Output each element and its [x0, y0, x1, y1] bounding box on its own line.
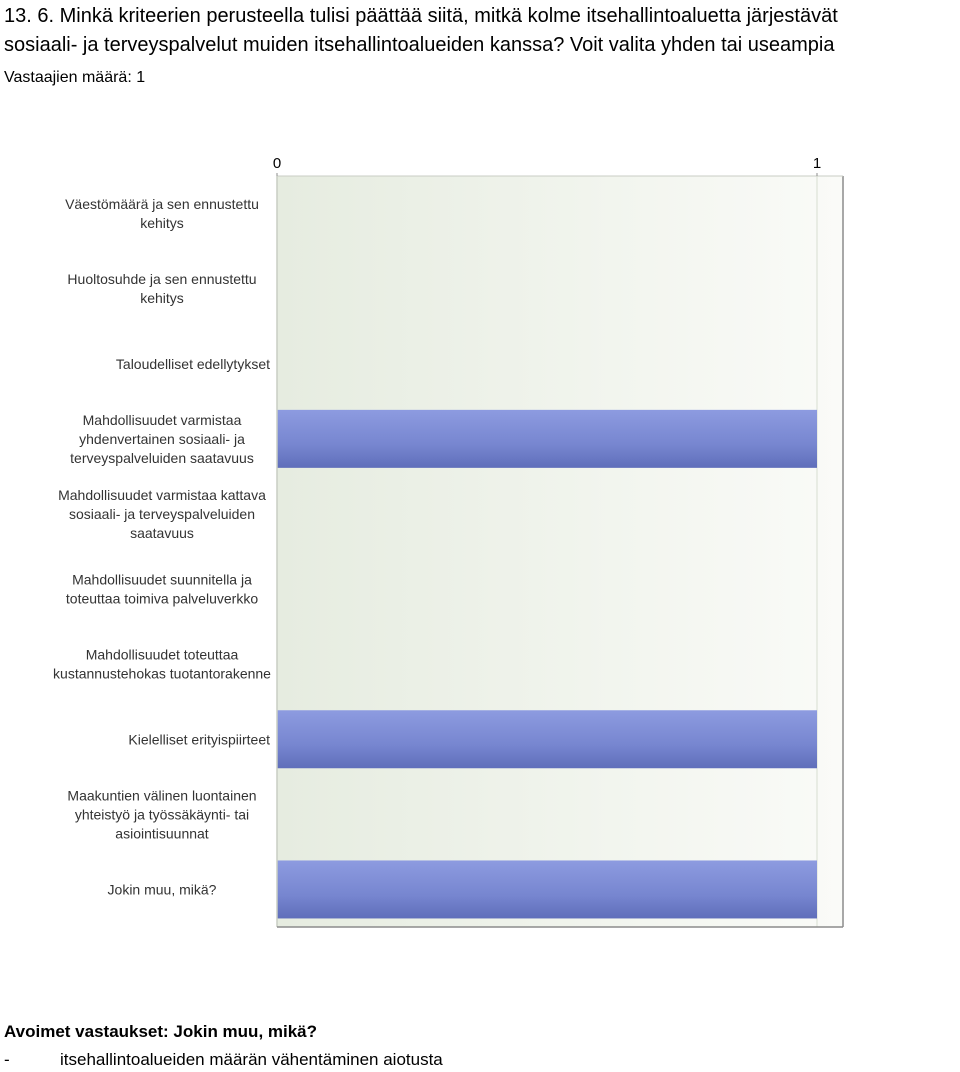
category-label: kustannustehokas tuotantorakenne	[53, 665, 271, 682]
respondent-count: Vastaajien määrä: 1	[4, 69, 146, 86]
question-title	[4, 2, 960, 60]
category-label: Mahdollisuudet varmistaa	[82, 411, 242, 428]
category-label: Mahdollisuudet varmistaa kattava	[58, 486, 266, 503]
category-label: Kielelliset erityispiirteet	[128, 731, 270, 748]
category-label: saatavuus	[130, 524, 194, 541]
open-answer-item	[4, 1048, 443, 1072]
x-tick-label: 0	[272, 155, 282, 172]
open-answers-title: Avoimet vastaukset: Jokin muu, mikä?	[4, 1022, 318, 1041]
category-label: toteuttaa toimiva palveluverkko	[65, 590, 259, 607]
category-label: Väestömäärä ja sen ennustettu	[65, 196, 259, 213]
open-answer-bullet: -	[4, 1050, 10, 1069]
bar	[277, 710, 817, 768]
open-answers-list	[4, 1048, 443, 1072]
category-label: yhteistyö ja työssäkäynti- tai	[74, 806, 250, 823]
category-label: sosiaali- ja terveyspalveluiden	[69, 505, 255, 522]
x-tick-label: 1	[812, 155, 822, 172]
bar-chart	[0, 140, 960, 940]
category-label: yhdenvertainen sosiaali- ja	[79, 430, 245, 447]
question-title-line-2: sosiaali- ja terveyspalvelut muiden itsehallintoalueiden kanssa? Voit valita yhden tai useampia	[4, 34, 835, 56]
open-answer-text: itsehallintoalueiden määrän vähentäminen aiotusta	[60, 1050, 443, 1069]
category-label: Maakuntien välinen luontainen	[67, 787, 257, 804]
category-label: kehitys	[140, 215, 184, 232]
category-label: Jokin muu, mikä?	[107, 881, 217, 898]
category-label: Mahdollisuudet suunnitella ja	[72, 571, 252, 588]
category-label: Huoltosuhde ja sen ennustettu	[67, 271, 257, 288]
category-label: terveyspalveluiden saatavuus	[70, 449, 254, 466]
category-label: Taloudelliset edellytykset	[115, 355, 270, 372]
plot-area	[277, 176, 843, 927]
bar	[277, 860, 817, 918]
category-label: asiointisuunnat	[115, 825, 209, 842]
question-title-line-1: 13. 6. Minkä kriteerien perusteella tulisi päättää siitä, mitkä kolme itsehallintoaluetta järjestävät	[4, 5, 838, 27]
bar	[277, 410, 817, 468]
category-label: Mahdollisuudet toteuttaa	[85, 646, 239, 663]
category-label: kehitys	[140, 290, 184, 307]
